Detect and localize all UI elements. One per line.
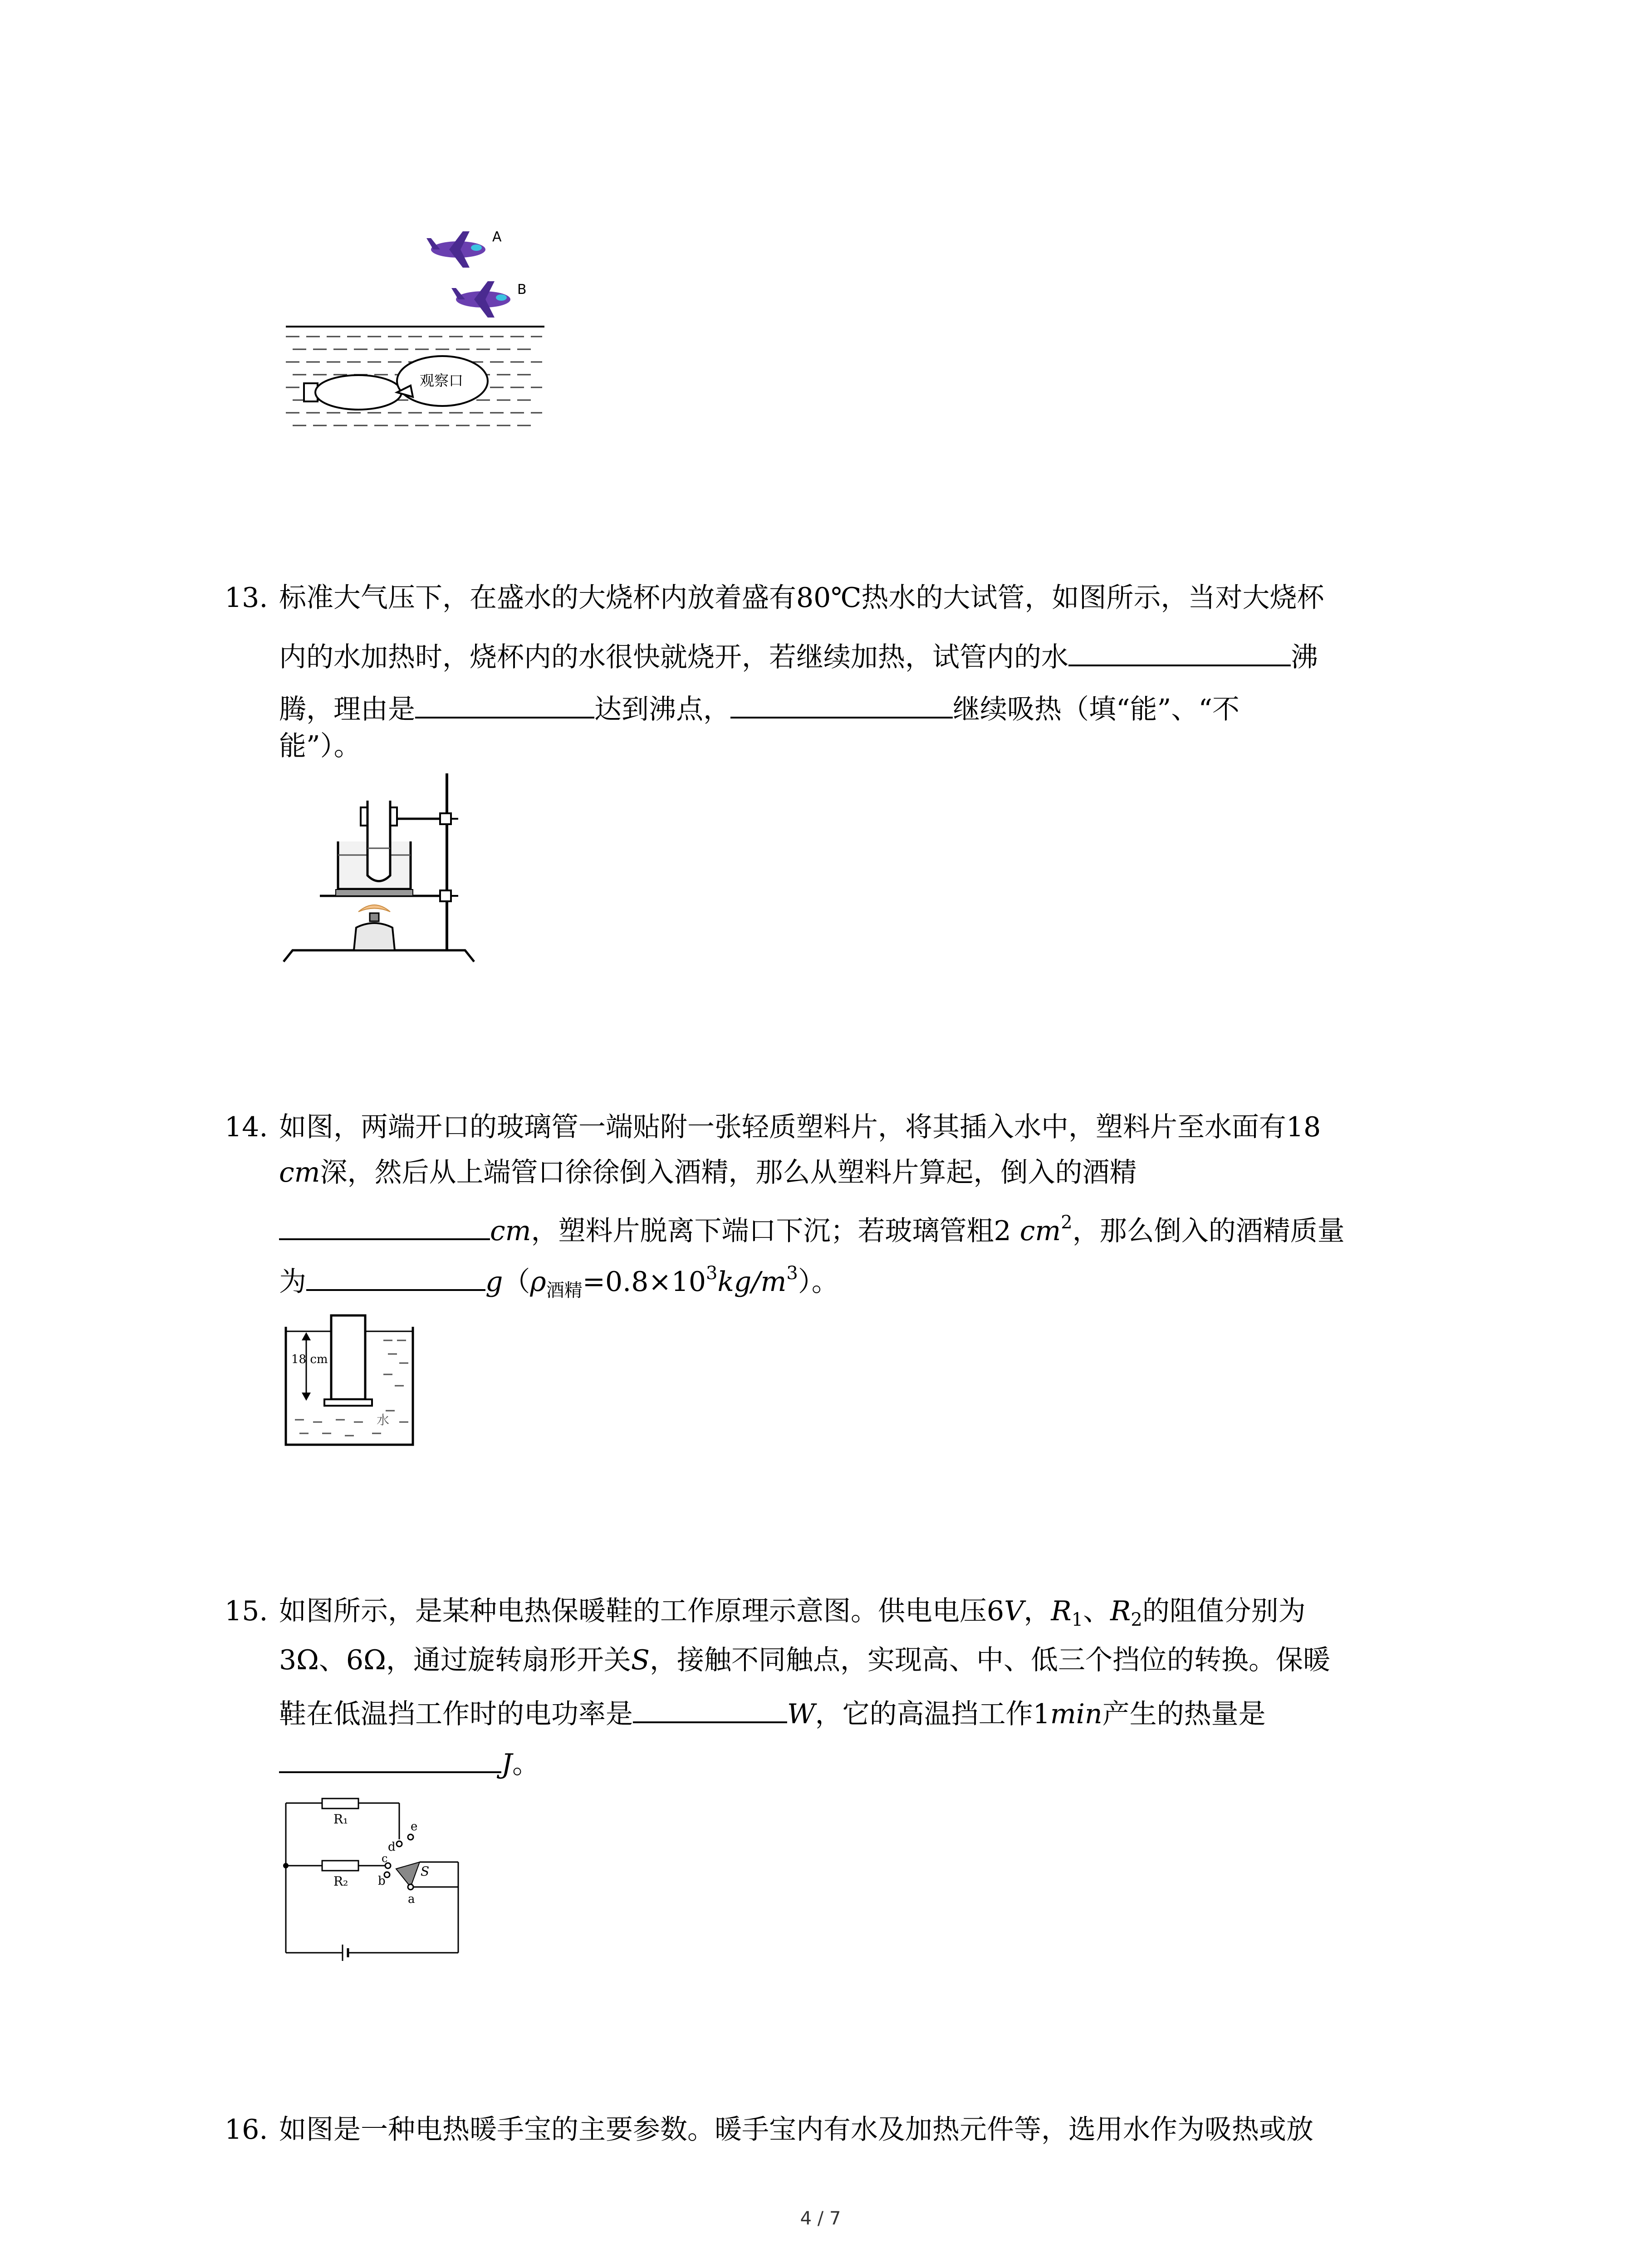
plane-a-label: A xyxy=(492,229,502,245)
label-e: e xyxy=(411,1820,418,1833)
contact-d xyxy=(397,1841,402,1847)
q13-blank-2[interactable] xyxy=(415,689,594,719)
q13-line4: 能”）。 xyxy=(279,730,361,762)
q15-line2-text-b: ，接触不同触点，实现高、中、低三个挡位的转换。保暖 xyxy=(649,1644,1330,1676)
q14-line2 xyxy=(279,1159,1137,1186)
q14-line4-exp: 3 xyxy=(706,1263,718,1284)
q15-line2 xyxy=(279,1644,1330,1676)
q14-line3-unit2: cm xyxy=(1019,1215,1061,1247)
q14-line4-close: ）。 xyxy=(798,1266,839,1298)
q14-blank-1[interactable] xyxy=(279,1211,490,1240)
q14-water-label: 水 xyxy=(377,1413,390,1427)
resistor-r2 xyxy=(322,1861,358,1871)
q14-line3-sup: 2 xyxy=(1061,1212,1073,1233)
q13-line3-text-b: 达到沸点， xyxy=(594,694,730,725)
q14-number: 14. xyxy=(225,1111,268,1143)
q14-figure xyxy=(281,1313,417,1449)
q15-line3-min: min xyxy=(1050,1698,1102,1730)
q14-line4-exp2: 3 xyxy=(786,1263,798,1284)
circuit-diagram xyxy=(279,1789,470,1962)
q15-line2-text-a: 3Ω、6Ω，通过旋转扇形开关 xyxy=(279,1644,631,1676)
q15-figure xyxy=(279,1789,470,1962)
q15-number: 15. xyxy=(225,1595,268,1627)
q14-line4-unit: g xyxy=(485,1266,503,1298)
q13-line1: 标准大气压下，在盛水的大烧杯内放着盛有80℃热水的大试管，如图所示，当对大烧杯 xyxy=(279,582,1324,614)
q13-line2-text-b: 沸 xyxy=(1291,641,1318,673)
q13-line2 xyxy=(279,637,1318,671)
resistor-r1 xyxy=(322,1799,358,1809)
q14-line2-text: 深，然后从上端管口徐徐倒入酒精，那么从塑料片算起，倒入的酒精 xyxy=(320,1157,1137,1188)
q15-line2-s: S xyxy=(631,1644,650,1676)
q13-line3-text-a: 腾，理由是 xyxy=(279,694,415,725)
planes-diagram xyxy=(281,218,563,445)
q15-line1-text-b: ， xyxy=(1024,1595,1051,1627)
q13-blank-3[interactable] xyxy=(730,689,953,719)
label-a: a xyxy=(408,1892,415,1906)
label-b: b xyxy=(378,1874,386,1888)
q14-line4-eq: =0.8×10 xyxy=(582,1266,706,1298)
q15-line3-text-a: 鞋在低温挡工作时的电功率是 xyxy=(279,1698,633,1730)
q14-line4-sub: 酒精 xyxy=(546,1280,583,1301)
q15-blank-2[interactable] xyxy=(279,1744,501,1773)
q15-line3 xyxy=(279,1694,1266,1728)
planes-figure xyxy=(281,218,563,445)
plane-a-icon xyxy=(426,231,485,268)
plane-b-icon xyxy=(451,281,510,318)
q15-line1-text-d: 的阻值分别为 xyxy=(1142,1595,1306,1627)
q15-line1-text-c: 、 xyxy=(1083,1595,1111,1627)
q14-line3-text-b: ，那么倒入的酒精质量 xyxy=(1072,1215,1345,1247)
q14-line3-unit: cm xyxy=(490,1215,531,1247)
q15-line1-r2sub: 2 xyxy=(1131,1609,1142,1630)
q14-line4-units: kg/m xyxy=(717,1266,787,1298)
q15-line4-j: J xyxy=(501,1748,513,1780)
q15-line1-r2: R xyxy=(1110,1595,1131,1627)
q15-line1-v: V xyxy=(1004,1595,1024,1627)
q14-blank-2[interactable] xyxy=(306,1262,485,1291)
q15-line4-end: 。 xyxy=(512,1748,540,1780)
q14-line1: 如图，两端开口的玻璃管一端贴附一张轻质塑料片，将其插入水中，塑料片至水面有18 xyxy=(279,1111,1321,1143)
page-number: 4 / 7 xyxy=(800,2208,841,2229)
q15-line3-w: W xyxy=(787,1698,815,1730)
q15-line1-text-a: 如图所示，是某种电热保暖鞋的工作原理示意图。供电电压6 xyxy=(279,1595,1004,1627)
q14-line4-rho: ρ xyxy=(530,1266,546,1298)
observation-port-label: 观察口 xyxy=(420,372,464,389)
q14-line4-paren: （ xyxy=(503,1266,530,1298)
q14-line4-text-a: 为 xyxy=(279,1266,306,1298)
q15-line1 xyxy=(279,1595,1306,1630)
q14-line4 xyxy=(279,1262,839,1300)
q13-number: 13. xyxy=(225,582,268,614)
q13-figure xyxy=(279,769,483,968)
glass-tube-diagram xyxy=(281,1313,417,1449)
q14-line2-unit: cm xyxy=(279,1157,320,1188)
q13-blank-1[interactable] xyxy=(1068,637,1291,666)
r2-label: R₂ xyxy=(333,1874,348,1889)
q15-blank-1[interactable] xyxy=(633,1694,787,1723)
label-d: d xyxy=(388,1840,396,1854)
q13-line3-text-c: 继续吸热（填“能”、“不 xyxy=(953,694,1240,725)
fan-switch xyxy=(396,1862,420,1887)
q15-line1-r1: R xyxy=(1051,1595,1072,1627)
boiling-apparatus-diagram xyxy=(279,769,483,968)
contact-e xyxy=(408,1834,413,1840)
q13-line3 xyxy=(279,689,1239,723)
label-s: S xyxy=(421,1864,430,1879)
q14-line3 xyxy=(279,1211,1345,1245)
q15-line3-text-b: ，它的高温挡工作1 xyxy=(815,1698,1050,1730)
r1-label: R₁ xyxy=(333,1812,348,1827)
q15-line4 xyxy=(279,1744,539,1778)
label-c: c xyxy=(382,1852,388,1865)
q15-line3-text-c: 产生的热量是 xyxy=(1102,1698,1266,1730)
q16-line1: 如图是一种电热暖手宝的主要参数。暖手宝内有水及加热元件等，选用水作为吸热或放 xyxy=(279,2114,1313,2146)
plane-b-label: B xyxy=(517,282,527,298)
q14-depth-label: 18 cm xyxy=(291,1353,328,1366)
q13-line2-text-a: 内的水加热时，烧杯内的水很快就烧开，若继续加热，试管内的水 xyxy=(279,641,1068,673)
q15-line1-r1sub: 1 xyxy=(1071,1609,1083,1630)
q14-line3-text-a: ，塑料片脱离下端口下沉；若玻璃管粗2 xyxy=(531,1215,1011,1247)
q16-number: 16. xyxy=(225,2114,268,2146)
